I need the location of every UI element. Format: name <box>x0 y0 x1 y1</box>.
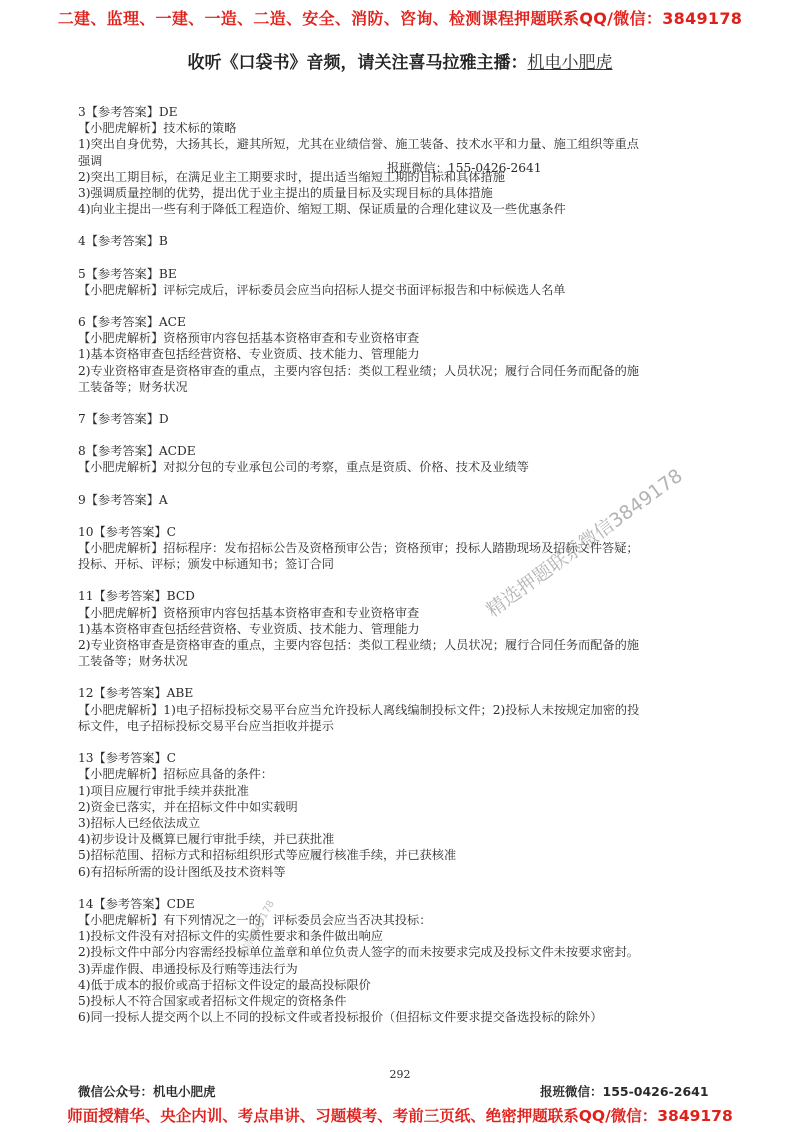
answer-key: 4【参考答案】B <box>78 234 168 249</box>
analysis-line: 1)突出自身优势，大扬其长，避其所短，尤其在业绩信誉、施工装备、技术水平和力量、施工组织等重点 <box>78 137 639 152</box>
analysis-heading: 【小肥虎解析】技术标的策略 <box>78 121 237 136</box>
analysis-line: 4)低于成本的报价或高于招标文件设定的最高投标限价 <box>78 977 371 992</box>
analysis-line: 1)基本资格审查包括经营资格、专业资质、技术能力、管理能力 <box>78 621 420 636</box>
answer-block <box>78 411 718 427</box>
answer-block <box>78 443 718 475</box>
analysis-heading: 【小肥虎解析】1)电子招标投标交易平台应当允许投标人离线编制投标文件；2)投标人未按规定加密的投 <box>78 702 640 717</box>
top-promo-banner: 二建、监理、一建、一造、二造、安全、消防、咨询、检测课程押题联系QQ/微信：3849178 <box>57 9 743 28</box>
analysis-line: 1)投标文件没有对招标文件的实质性要求和条件做出响应 <box>78 929 384 944</box>
answer-block <box>78 314 718 395</box>
analysis-line: 5)招标范围、招标方式和招标组织形式等应履行核准手续，并已获核准 <box>78 848 457 863</box>
answer-key: 6【参考答案】ACE <box>78 315 186 330</box>
bottom-promo-banner: 师面授精华、央企内训、考点串讲、习题模考、考前三页纸、绝密押题联系QQ/微信：3849178 <box>67 1107 733 1125</box>
analysis-line: 4)初步设计及概算已履行审批手续，并已获批准 <box>78 832 335 847</box>
analysis-line: 3)招标人已经依法成立 <box>78 815 201 830</box>
subtitle <box>0 48 800 73</box>
answer-key: 7【参考答案】D <box>78 412 169 427</box>
small-watermark: 微信3849178 <box>236 898 277 962</box>
analysis-line: 6)同一投标人提交两个以上不同的投标文件或者投标报价（但招标文件要求提交备选投标的除外） <box>78 1010 603 1025</box>
analysis-line: 2)专业资格审查是资格审查的重点，主要内容包括：类似工程业绩；人员状况；履行合同任务而配备的施 <box>78 638 639 653</box>
analysis-line: 3)强调质量控制的优势，提出优于业主提出的质量目标及实现目标的具体措施 <box>78 186 493 201</box>
answer-block <box>78 750 718 880</box>
answer-key: 9【参考答案】A <box>78 492 168 507</box>
analysis-line: 2)投标文件中部分内容需经投标单位盖章和单位负责人签字的而未按要求完成及投标文件未按要求密封。 <box>78 945 639 960</box>
answer-block <box>78 233 718 249</box>
answer-key: 13【参考答案】C <box>78 751 176 766</box>
analysis-heading: 【小肥虎解析】对拟分包的专业承包公司的考察，重点是资质、价格、技术及业绩等 <box>78 460 529 475</box>
answer-key: 14【参考答案】CDE <box>78 896 195 911</box>
footer-wechat-account: 微信公众号：机电小肥虎 <box>78 1084 216 1099</box>
analysis-heading: 【小肥虎解析】资格预审内容包括基本资格审查和专业资格审查 <box>78 331 420 346</box>
analysis-line: 1)基本资格审查包括经营资格、专业资质、技术能力、管理能力 <box>78 347 420 362</box>
analysis-line: 2)资金已落实，并在招标文件中如实载明 <box>78 799 298 814</box>
analysis-line: 4)向业主提出一些有利于降低工程造价、缩短工期、保证质量的合理化建议及一些优惠条件 <box>78 202 566 217</box>
answer-key: 3【参考答案】DE <box>78 105 178 119</box>
analysis-heading: 【小肥虎解析】评标完成后，评标委员会应当向招标人提交书面评标报告和中标候选人名单 <box>78 282 566 297</box>
analysis-line: 投标、开标、评标；颁发中标通知书；签订合同 <box>78 557 334 572</box>
analysis-line: 6)有招标所需的设计图纸及技术资料等 <box>78 864 286 879</box>
analysis-line: 工装备等；财务状况 <box>78 654 188 669</box>
answer-block <box>78 685 718 734</box>
analysis-line: 强调 <box>78 153 103 168</box>
subtitle-prefix: 收听《口袋书》音频，请关注喜马拉雅主播： <box>187 53 528 73</box>
footer-contact: 报班微信：155-0426-2641 <box>540 1084 709 1099</box>
answer-block <box>78 896 718 1026</box>
host-name-link[interactable]: 机电小肥虎 <box>527 53 613 73</box>
analysis-line: 标文件，电子招标投标交易平台应当拒收并提示 <box>78 718 334 733</box>
inline-contact-note: 报班微信：155-0426-2641 <box>387 161 542 175</box>
answer-key: 10【参考答案】C <box>78 524 176 539</box>
analysis-line: 5)投标人不符合国家或者招标文件规定的资格条件 <box>78 993 347 1008</box>
answer-block <box>78 524 718 573</box>
analysis-line: 2)专业资格审查是资格审查的重点，主要内容包括：类似工程业绩；人员状况；履行合同任务而配备的施 <box>78 363 639 378</box>
analysis-line: 3)弄虚作假、串通投标及行贿等违法行为 <box>78 961 298 976</box>
analysis-line: 2)突出工期目标，在满足业主工期要求时，提出适当缩短工期的目标和具体措施 <box>78 169 505 184</box>
page-number: 292 <box>389 1068 411 1081</box>
analysis-heading: 【小肥虎解析】招标程序：发布招标公告及资格预审公告；资格预审；投标人踏勘现场及招标文件答疑； <box>78 541 639 556</box>
answer-key: 8【参考答案】ACDE <box>78 444 196 459</box>
answer-block <box>78 588 718 669</box>
analysis-line: 工装备等；财务状况 <box>78 379 188 394</box>
analysis-heading: 【小肥虎解析】招标应具备的条件： <box>78 767 273 782</box>
answer-content <box>78 104 718 1041</box>
analysis-line: 1)项目应履行审批手续并获批准 <box>78 783 249 798</box>
answer-key: 5【参考答案】BE <box>78 266 177 281</box>
answer-key: 11【参考答案】BCD <box>78 589 195 604</box>
answer-block <box>78 266 718 298</box>
diagonal-watermark: 精选押题联系微信3849178 <box>482 464 687 622</box>
answer-key: 12【参考答案】ABE <box>78 686 194 701</box>
analysis-heading: 【小肥虎解析】资格预审内容包括基本资格审查和专业资格审查 <box>78 605 420 620</box>
analysis-heading: 【小肥虎解析】有下列情况之一的，评标委员会应当否决其投标： <box>78 912 432 927</box>
